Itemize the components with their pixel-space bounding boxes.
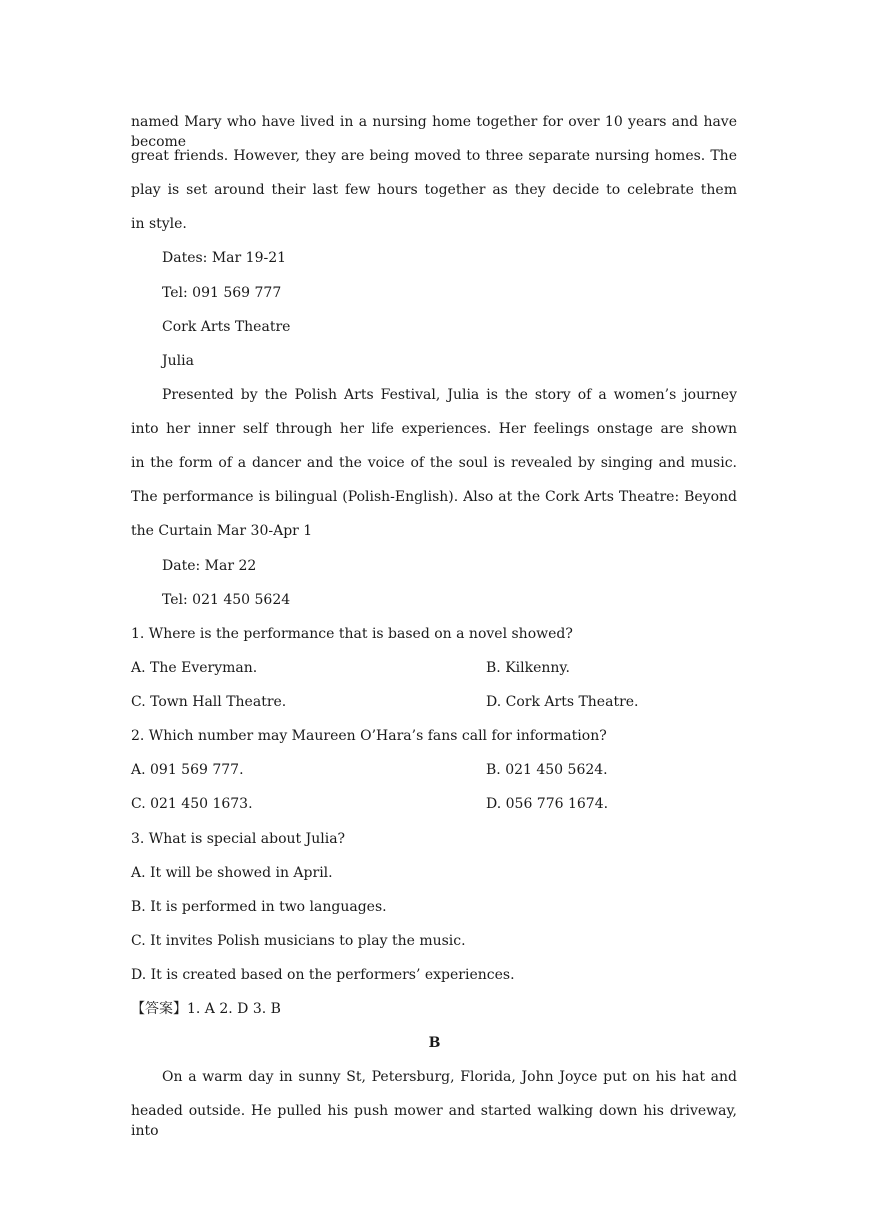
- option-2c: C. 021 450 1673.: [131, 796, 253, 812]
- option-3b: B. It is performed in two languages.: [131, 899, 387, 915]
- question-3: 3. What is special about Julia?: [131, 831, 346, 847]
- paragraph-line: great friends. However, they are being moved to three separate nursing homes. The: [131, 148, 737, 164]
- show-date: Date: Mar 22: [162, 558, 257, 574]
- paragraph-line: headed outside. He pulled his push mower and started walking down his driveway, into: [131, 1103, 737, 1139]
- venue-name: Cork Arts Theatre: [162, 319, 291, 335]
- question-2: 2. Which number may Maureen O’Hara’s fans call for information?: [131, 728, 607, 744]
- option-1d: D. Cork Arts Theatre.: [486, 694, 639, 710]
- question-1: 1. Where is the performance that is based on a novel showed?: [131, 626, 573, 642]
- show-phone: Tel: 021 450 5624: [162, 592, 291, 608]
- option-1a: A. The Everyman.: [131, 660, 258, 676]
- option-3a: A. It will be showed in April.: [131, 865, 333, 881]
- option-2d: D. 056 776 1674.: [486, 796, 609, 812]
- option-1b: B. Kilkenny.: [486, 660, 570, 676]
- section-heading: B: [428, 1035, 441, 1051]
- paragraph-line: On a warm day in sunny St, Petersburg, Florida, John Joyce put on his hat and: [162, 1069, 737, 1085]
- paragraph-line: in the form of a dancer and the voice of the soul is revealed by singing and music.: [131, 455, 737, 471]
- option-2b: B. 021 450 5624.: [486, 762, 608, 778]
- paragraph-line: in style.: [131, 216, 187, 232]
- show-title: Julia: [162, 353, 194, 369]
- paragraph-line: The performance is bilingual (Polish-English). Also at the Cork Arts Theatre: Beyond: [131, 489, 737, 505]
- paragraph-line: named Mary who have lived in a nursing home together for over 10 years and have become: [131, 114, 737, 150]
- option-1c: C. Town Hall Theatre.: [131, 694, 287, 710]
- paragraph-line: Presented by the Polish Arts Festival, Julia is the story of a women’s journey: [162, 387, 737, 403]
- option-3c: C. It invites Polish musicians to play the music.: [131, 933, 466, 949]
- paragraph-line: play is set around their last few hours together as they decide to celebrate them: [131, 182, 737, 198]
- answer-key: 【答案】1. A 2. D 3. B: [131, 1001, 281, 1017]
- paragraph-line: the Curtain Mar 30-Apr 1: [131, 523, 313, 539]
- show-phone: Tel: 091 569 777: [162, 285, 282, 301]
- option-3d: D. It is created based on the performers’ experiences.: [131, 967, 515, 983]
- paragraph-line: into her inner self through her life experiences. Her feelings onstage are shown: [131, 421, 737, 437]
- show-dates: Dates: Mar 19-21: [162, 250, 287, 266]
- option-2a: A. 091 569 777.: [131, 762, 244, 778]
